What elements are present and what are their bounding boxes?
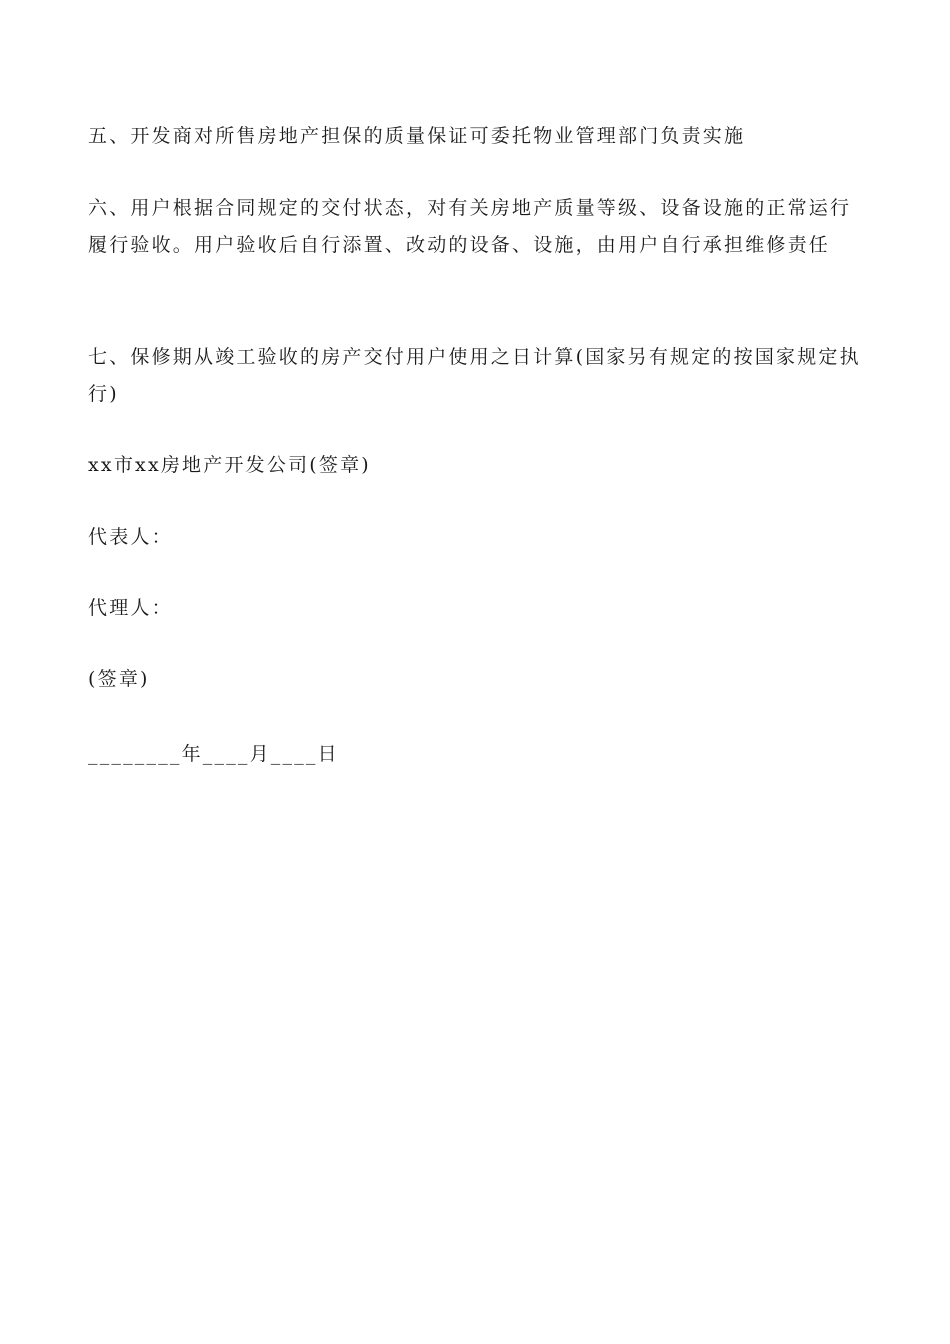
signature-representative: 代表人： — [88, 526, 173, 548]
clause-item-5: 五、开发商对所售房地产担保的质量保证可委托物业管理部门负责实施 — [88, 125, 746, 147]
signature-agent: 代理人： — [88, 597, 173, 619]
signature-company: xx市xx房地产开发公司(签章) — [88, 454, 371, 476]
signature-seal: (签章) — [88, 668, 150, 690]
clause-item-6: 六、用户根据合同规定的交付状态，对有关房地产质量等级、设备设施的正常运行履行验收。用户验收后自行添置、改动的设备、设施，由用户自行承担维修责任 — [88, 197, 852, 256]
clause-item-7: 七、保修期从竣工验收的房产交付用户使用之日计算(国家另有规定的按国家规定执行) — [88, 346, 861, 405]
signature-date: ________年____月____日 — [88, 743, 339, 765]
